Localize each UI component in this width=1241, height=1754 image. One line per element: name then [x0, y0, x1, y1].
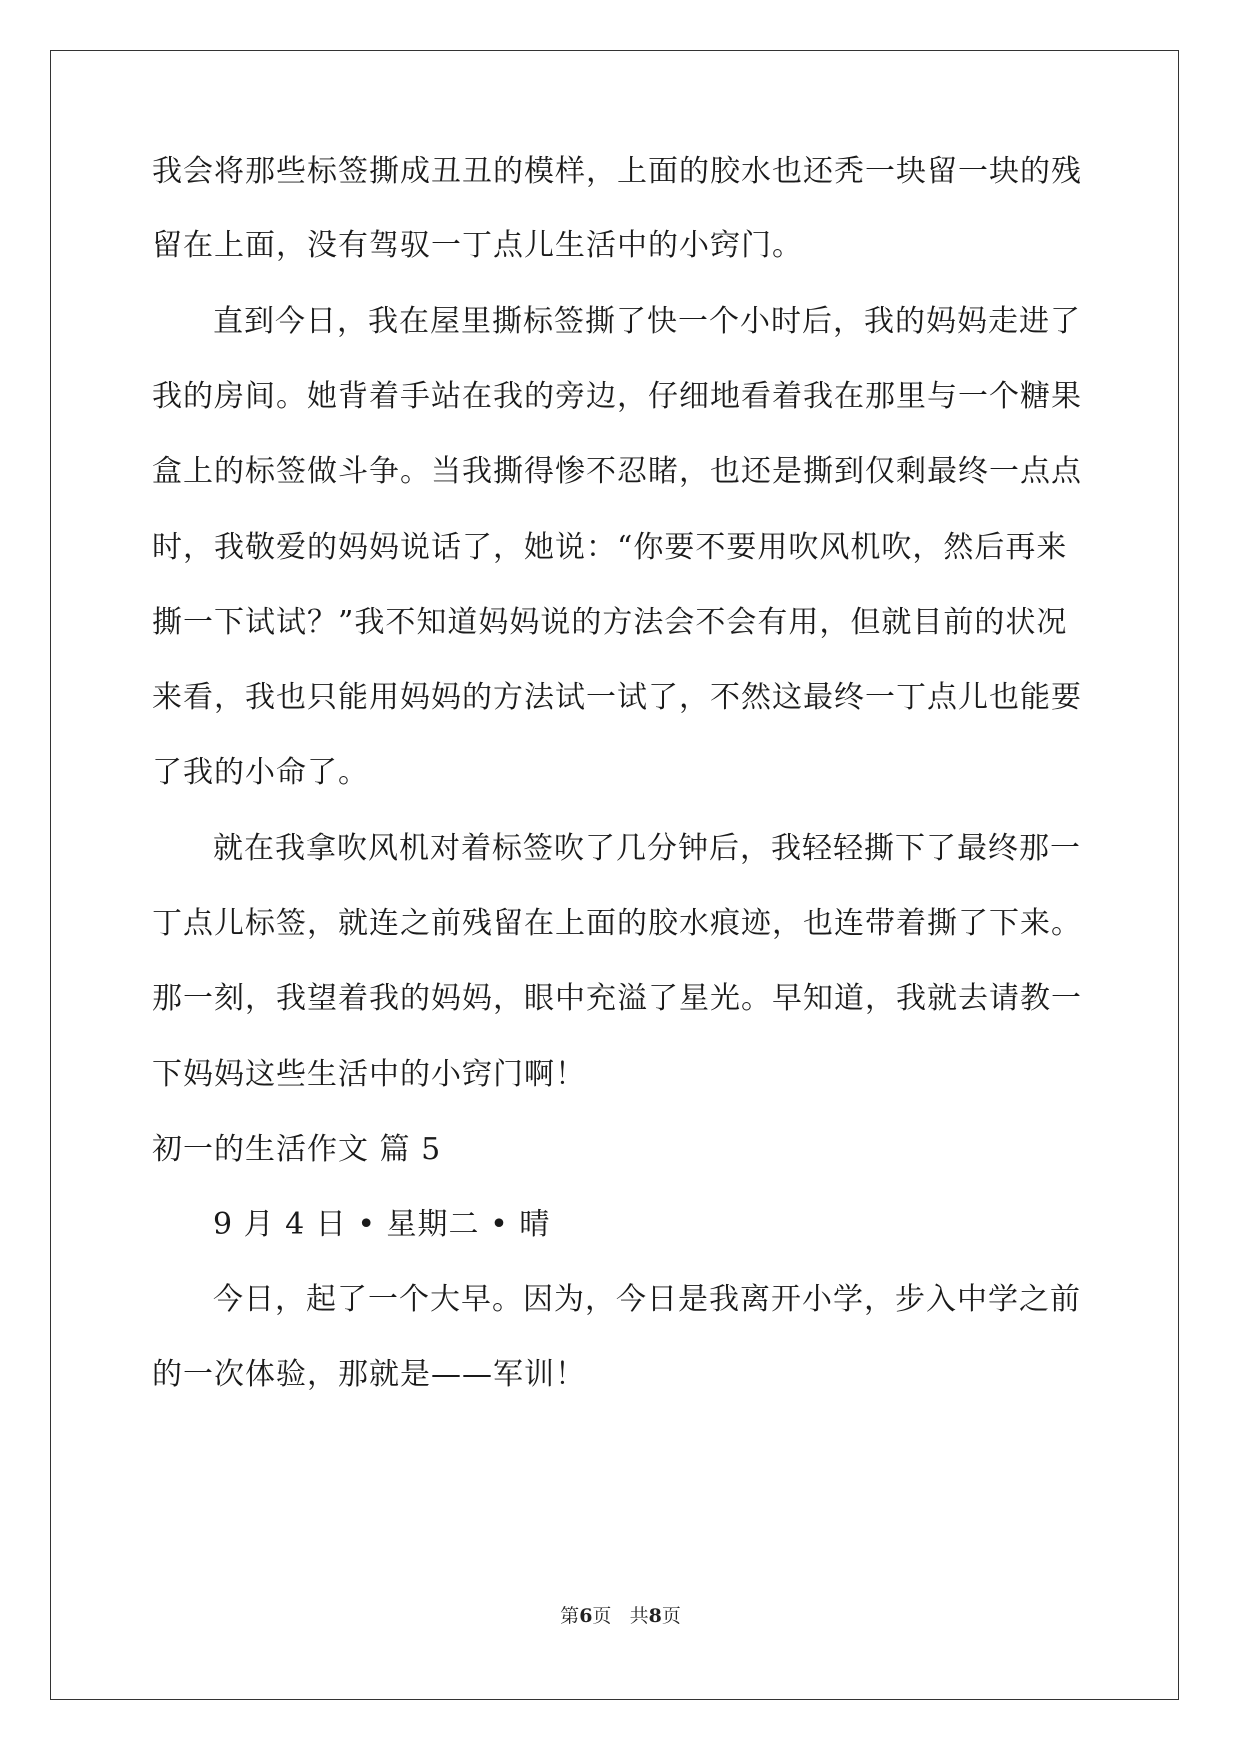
paragraph-line: 直到今日，我在屋里撕标签撕了快一个小时后，我的妈妈走进了 [213, 304, 1081, 339]
paragraph-line: 来看，我也只能用妈妈的方法试一试了，不然这最终一丁点儿也能要 [152, 680, 1082, 715]
paragraph-line: 时，我敬爱的妈妈说话了，她说：“你要不要用吹风机吹，然后再来 [152, 530, 1068, 565]
paragraph-line: 今日，起了一个大早。因为，今日是我离开小学，步入中学之前 [213, 1282, 1081, 1317]
page-prefix: 第 [560, 1605, 580, 1627]
total-suffix: 页 [661, 1605, 681, 1627]
paragraph-line: 那一刻，我望着我的妈妈，眼中充溢了星光。早知道，我就去请教一 [152, 981, 1082, 1016]
paragraph-line: 留在上面，没有驾驭一丁点儿生活中的小窍门。 [152, 228, 803, 263]
page-border [50, 50, 1179, 1700]
paragraph-line: 撕一下试试？”我不知道妈妈说的方法会不会有用，但就目前的状况 [152, 605, 1068, 640]
paragraph-line: 我会将那些标签撕成丑丑的模样，上面的胶水也还秃一块留一块的残 [152, 154, 1082, 189]
total-pages: 8 [648, 1605, 662, 1627]
page-number: 6 [579, 1605, 593, 1627]
date-line: 9 月 4 日 • 星期二 • 晴 [213, 1207, 551, 1242]
paragraph-line: 我的房间。她背着手站在我的旁边，仔细地看着我在那里与一个糖果 [152, 379, 1082, 414]
page-footer [0, 1604, 1241, 1628]
paragraph-line: 就在我拿吹风机对着标签吹了几分钟后，我轻轻撕下了最终那一 [213, 831, 1081, 866]
paragraph-line: 下妈妈这些生活中的小窍门啊！ [152, 1057, 586, 1092]
paragraph-line: 丁点儿标签，就连之前残留在上面的胶水痕迹，也连带着撕了下来。 [152, 906, 1082, 941]
paragraph-line: 了我的小命了。 [152, 755, 369, 790]
paragraph-line: 的一次体验，那就是——军训！ [152, 1357, 586, 1392]
page-suffix: 页 [592, 1605, 612, 1627]
paragraph-line: 盒上的标签做斗争。当我撕得惨不忍睹，也还是撕到仅剩最终一点点 [152, 454, 1082, 489]
section-title: 初一的生活作文 篇 5 [152, 1132, 442, 1167]
total-prefix: 共 [629, 1605, 649, 1627]
